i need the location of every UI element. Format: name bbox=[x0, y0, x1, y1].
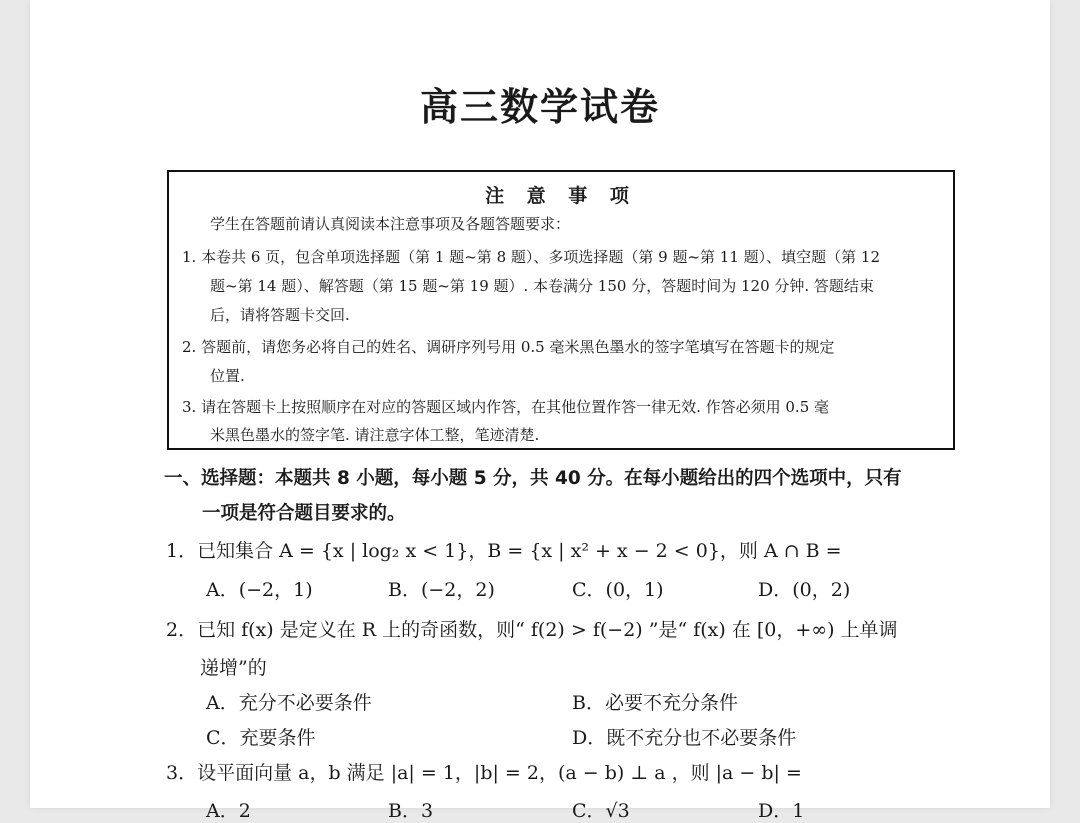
notice-item-2-line-2: 位置. bbox=[210, 367, 245, 385]
notice-item-3-line-1: 3. 请在答题卡上按照顺序在对应的答题区域内作答，在其他位置作答一律无效. 作答必须用 0.5 毫 bbox=[182, 398, 830, 416]
question-3-option-d: D．1 bbox=[758, 800, 805, 822]
question-1-option-b: B．(−2，2) bbox=[388, 579, 495, 601]
question-1-option-d: D．(0，2) bbox=[758, 579, 851, 601]
notice-intro: 学生在答题前请认真阅读本注意事项及各题答题要求： bbox=[210, 215, 571, 233]
question-2-option-c: C．充要条件 bbox=[206, 727, 316, 749]
notice-item-1-line-2: 题~第 14 题）、解答题（第 15 题~第 19 题）. 本卷满分 150 分，答题时间为 120 分钟. 答题结束 bbox=[210, 277, 874, 295]
question-3-option-a: A．2 bbox=[206, 800, 251, 822]
section-heading-line-1: 一、选择题：本题共 8 小题，每小题 5 分，共 40 分。在每小题给出的四个选项中，只有 bbox=[164, 468, 902, 489]
question-3-stem: 3．设平面向量 a，b 满足 |a| = 1，|b| = 2，(a − b) ⊥ a ，则 |a − b| = bbox=[166, 762, 802, 784]
question-1-stem: 1．已知集合 A = {x | log₂ x < 1}，B = {x | x² + x − 2 < 0}，则 A ∩ B = bbox=[166, 540, 842, 562]
page-title: 高三数学试卷 bbox=[419, 85, 660, 129]
question-2-stem-continued: 递增”的 bbox=[200, 657, 267, 679]
question-2-option-a: A．充分不必要条件 bbox=[206, 692, 372, 714]
question-2-option-b: B．必要不充分条件 bbox=[572, 692, 738, 714]
notice-item-1-line-3: 后，请将答题卡交回. bbox=[210, 306, 350, 324]
question-1-option-a: A．(−2，1) bbox=[206, 579, 313, 601]
question-3-option-b: B．3 bbox=[388, 800, 434, 822]
question-3-option-c: C．√3 bbox=[572, 800, 630, 822]
notice-box bbox=[167, 170, 955, 450]
section-heading-line-2: 一项是符合题目要求的。 bbox=[202, 503, 406, 524]
question-2-stem: 2．已知 f(x) 是定义在 R 上的奇函数，则“ f(2) > f(−2) ”是“ f(x) 在 [0，+∞) 上单调 bbox=[166, 619, 898, 641]
question-2-option-d: D．既不充分也不必要条件 bbox=[572, 727, 797, 749]
exam-page bbox=[30, 0, 1050, 822]
notice-item-2-line-1: 2. 答题前，请您务必将自己的姓名、调研序列号用 0.5 毫米黑色墨水的签字笔填写在答题卡的规定 bbox=[182, 338, 835, 356]
notice-heading: 注 意 事 项 bbox=[485, 185, 637, 207]
notice-item-3-line-2: 米黑色墨水的签字笔. 请注意字体工整，笔迹清楚. bbox=[210, 426, 540, 444]
question-1-option-c: C．(0，1) bbox=[572, 579, 664, 601]
notice-item-1-line-1: 1. 本卷共 6 页，包含单项选择题（第 1 题~第 8 题）、多项选择题（第 9 题~第 11 题）、填空题（第 12 bbox=[182, 248, 881, 266]
